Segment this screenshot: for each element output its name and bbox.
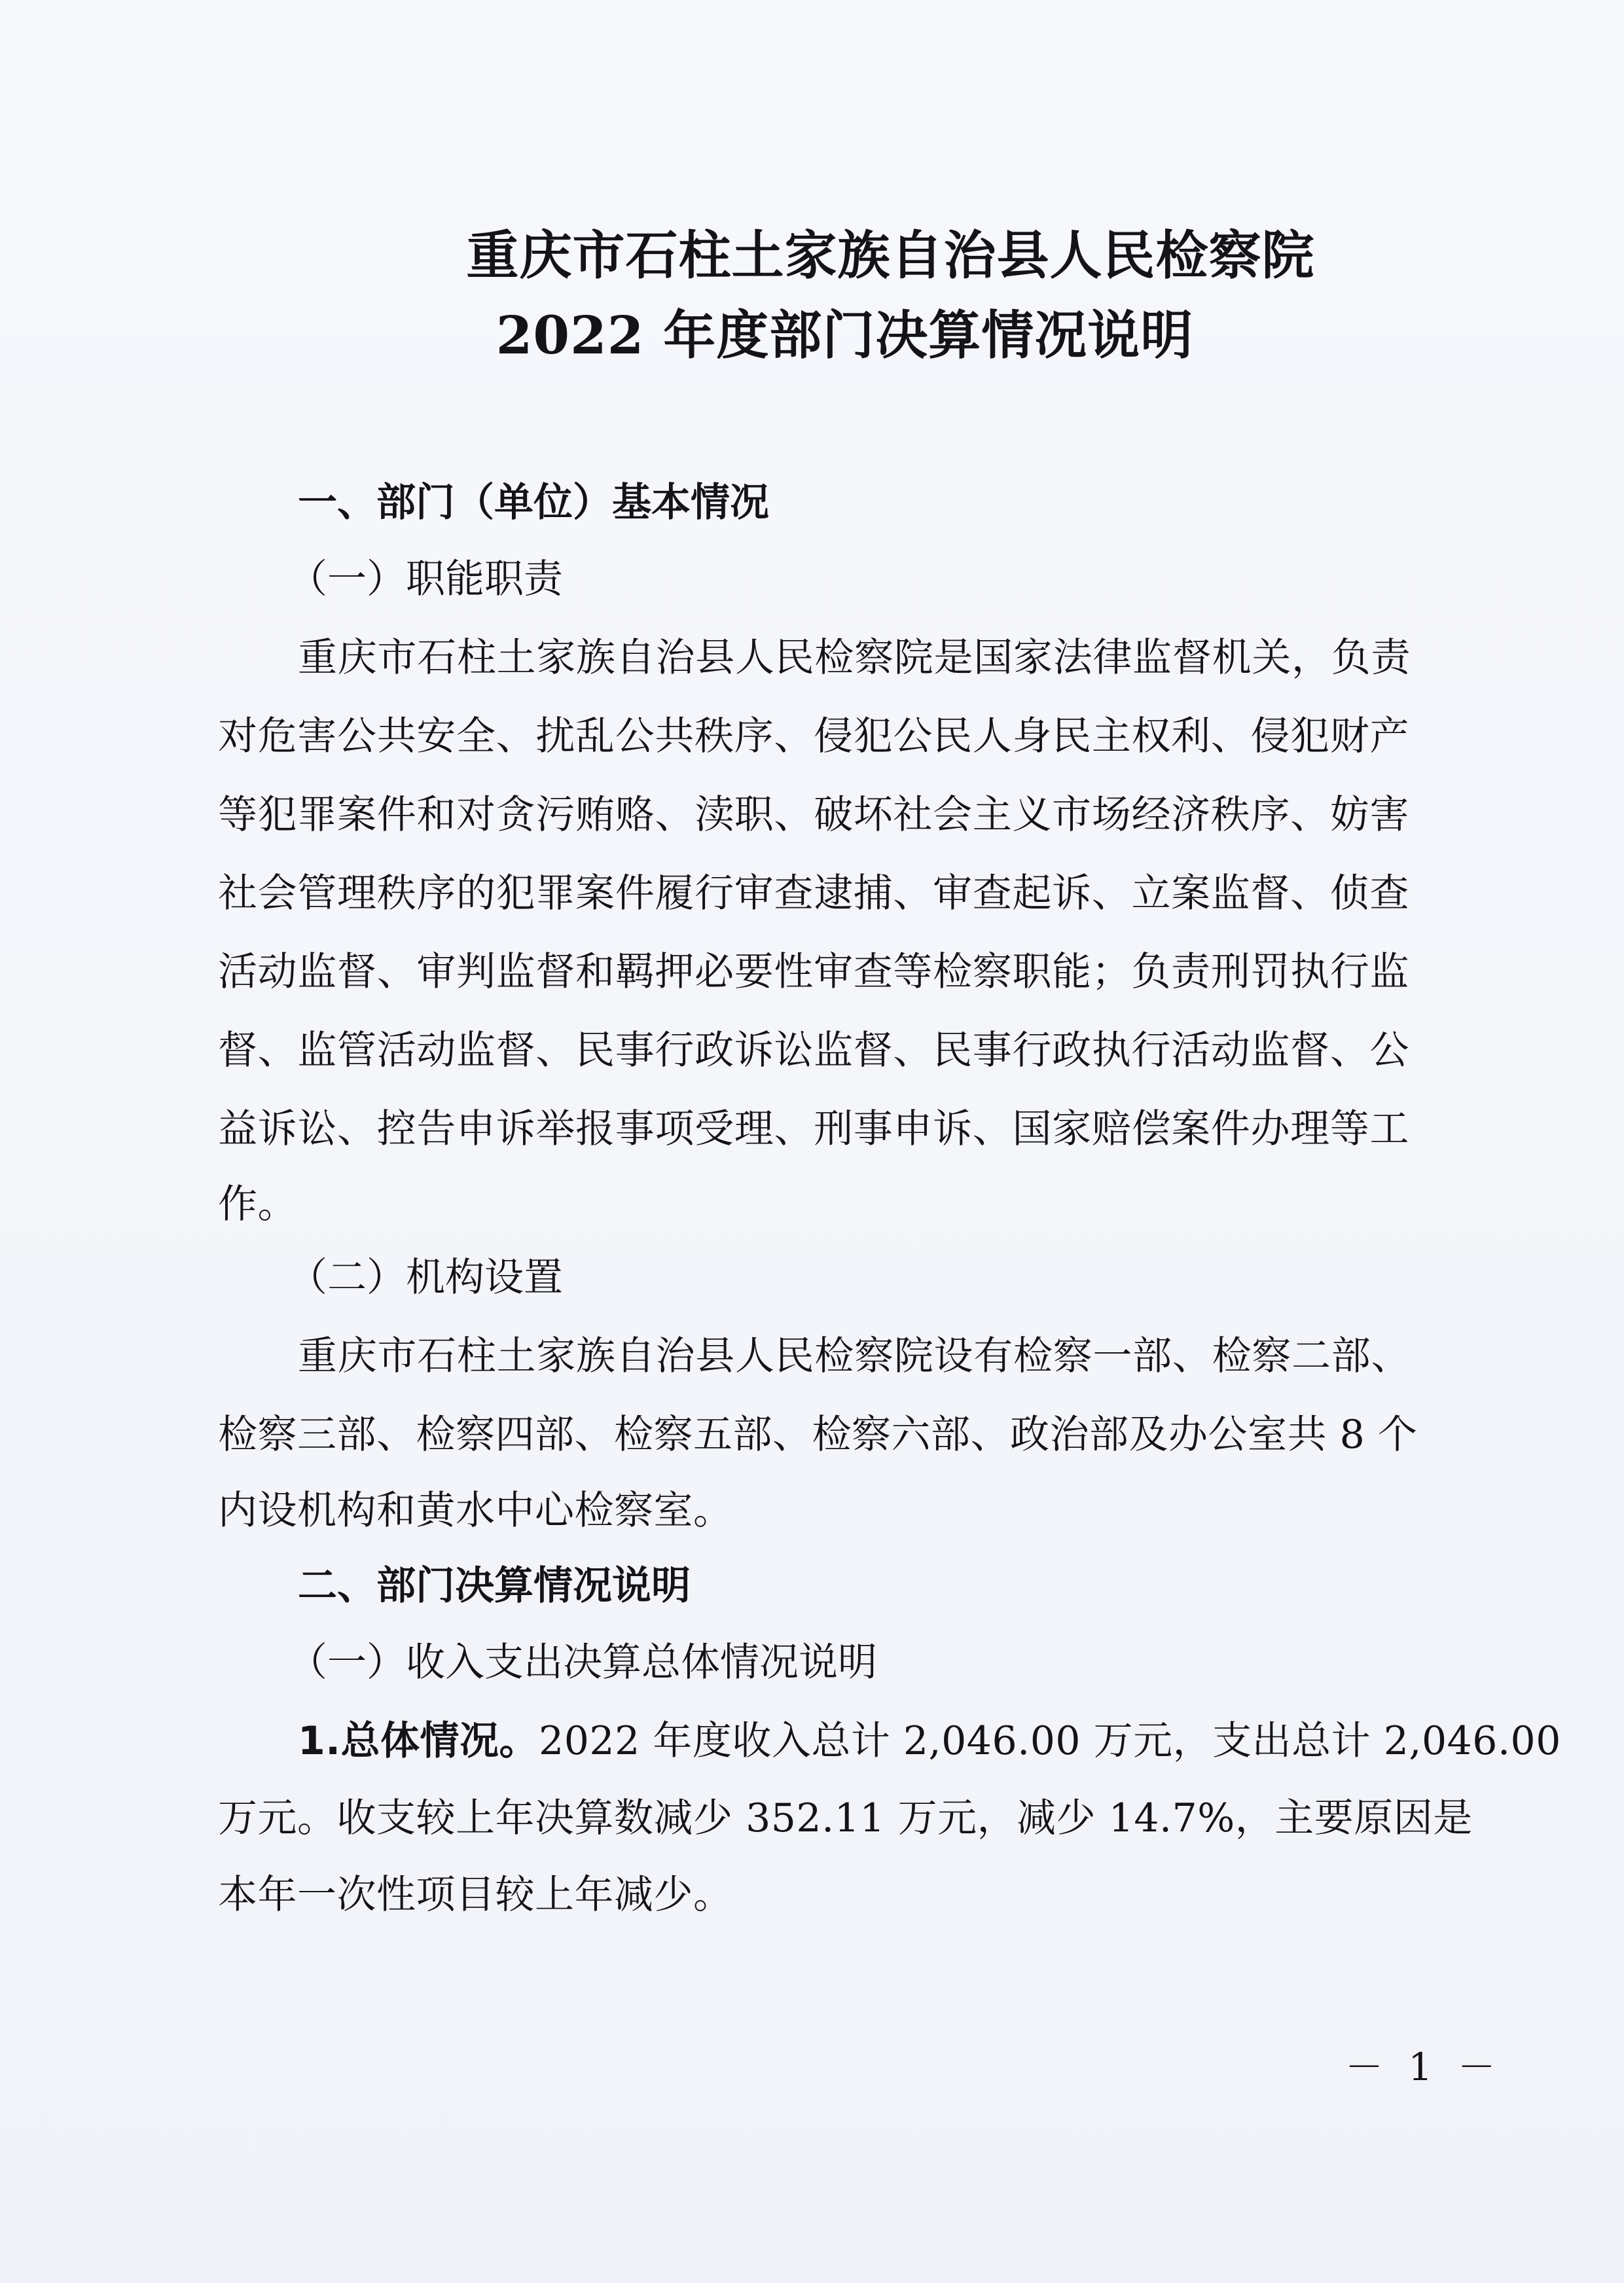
section2-heading: 二、部门决算情况说明	[298, 1563, 691, 1609]
section1-sub1-heading: （一）职能职责	[288, 556, 563, 602]
paragraph-line: 社会管理秩序的犯罪案件履行审查逮捕、审查起诉、立案监督、侦查	[218, 871, 1409, 916]
paragraph-line: 重庆市石柱土家族自治县人民检察院设有检察一部、检察二部、	[298, 1333, 1411, 1379]
paragraph-line: 重庆市石柱土家族自治县人民检察院是国家法律监督机关，负责	[298, 635, 1411, 681]
paragraph-line: 对危害公共安全、扰乱公共秩序、侵犯公民人身民主权利、侵犯财产	[218, 713, 1409, 759]
section1-heading: 一、部门（单位）基本情况	[298, 480, 769, 526]
paragraph-line: 等犯罪案件和对贪污贿赂、渎职、破坏社会主义市场经济秩序、妨害	[218, 792, 1409, 838]
document-title-line1: 重庆市石柱土家族自治县人民检察院	[466, 225, 1315, 286]
page-number: － 1 －	[1345, 2045, 1502, 2089]
paragraph-line: 内设机构和黄水中心检察室。	[218, 1488, 733, 1534]
paragraph-lead: 1.总体情况。	[298, 1718, 539, 1764]
section2-sub1-heading: （一）收入支出决算总体情况说明	[288, 1640, 877, 1685]
paragraph-line: 检察三部、检察四部、检察五部、检察六部、政治部及办公室共 8 个	[218, 1412, 1418, 1458]
paragraph-line: 活动监督、审判监督和羁押必要性审查等检察职能；负责刑罚执行监	[218, 949, 1409, 995]
paragraph-line: 本年一次性项目较上年减少。	[218, 1872, 733, 1918]
paragraph-line	[298, 1715, 1561, 1767]
section1-sub2-heading: （二）机构设置	[288, 1255, 563, 1301]
paragraph-line: 益诉讼、控告申诉举报事项受理、刑事申诉、国家赔偿案件办理等工	[218, 1106, 1409, 1152]
document-title-line2: 2022 年度部门决算情况说明	[496, 304, 1194, 366]
paragraph-text: 2022 年度收入总计 2,046.00 万元，支出总计 2,046.00	[539, 1718, 1561, 1764]
paragraph-line: 作。	[218, 1181, 297, 1227]
paragraph-line: 督、监管活动监督、民事行政诉讼监督、民事行政执行活动监督、公	[218, 1028, 1409, 1073]
paragraph-line: 万元。收支较上年决算数减少 352.11 万元，减少 14.7%，主要原因是	[218, 1795, 1473, 1841]
